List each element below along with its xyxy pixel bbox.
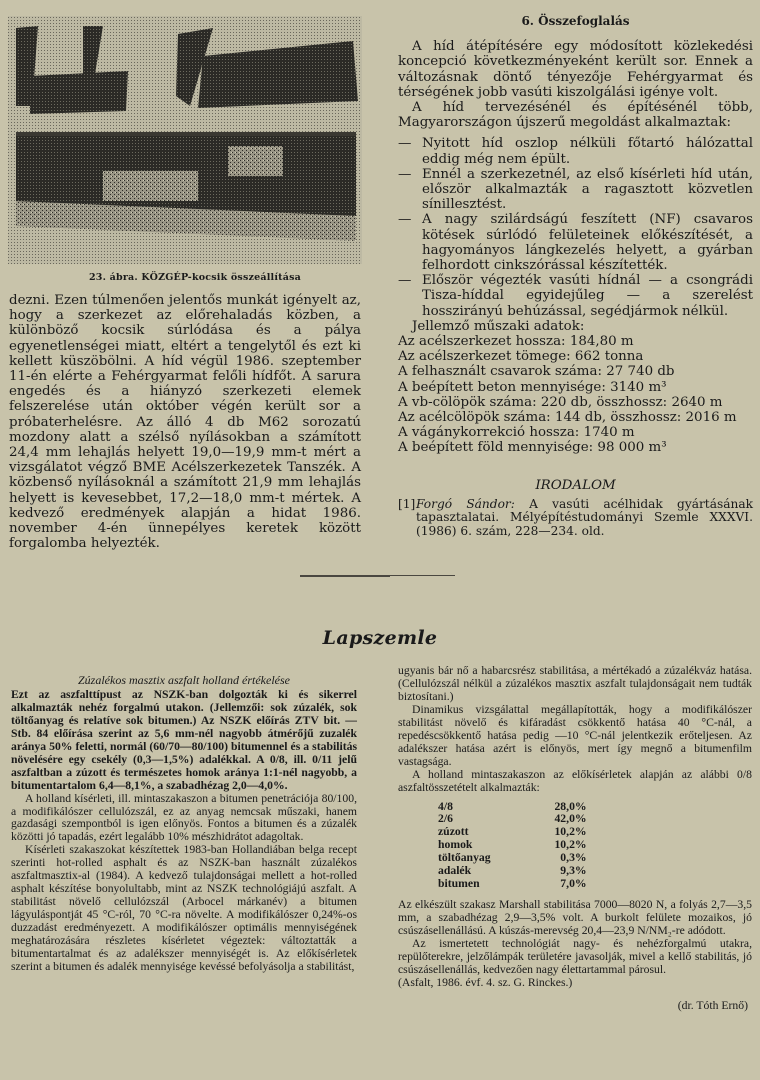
table-row: töltőanyag 0,3%	[438, 851, 587, 865]
data-line: Az acélszerkezet tömege: 662 tonna	[398, 349, 644, 365]
table-row: zúzott 10,2%	[438, 825, 587, 839]
references-title: IRODALOM	[535, 477, 616, 493]
paragraph: Kísérleti szakaszokat készítettek 1983-ban Hollandiában belga recept szerinti hot-rolled asphalt és az NSZK-ban használt zúzalékos aszfaltmasztix-al (1984). A kedvező tulajdonságai mellett a hot-rolled asphalt készítése bonyolultabb, mint az NSZK technológiájú aszfalt. A stabilitást növelő cellulózszál (Arbocel márkanév) a bitumen lágyuláspontját 45 °C-ról, 70 °C-ra növelte. A modifikálószer 0,24%-os duzzadást eredményezett. A modifikálószer optimális mennyiségének meghatározására részletes kísérletet végeztek: változtatták a bitumentartalmat és az adalékszer mennyiségét is. Az előkísérletek szerint a bitumen és adalék mennyisége kevéssé befolyásolja a stabilitást,	[11, 843, 357, 973]
bullet-item: — A nagy szilárdságú feszített (NF) csavaros kötések súrlódó felületeinek előkészítését, a hagyományos lángkezelés helyett, a gyárban felhordott cinkszórással készítették.	[398, 212, 753, 274]
paragraph: ugyanis bár nő a habarcsrész stabilitása, a mértékadó a zúzalékváz hatása. (Cellulózszál nélkül a zúzalékos masztix aszfalt tulajdonságait nem tudták biztosítani.)	[398, 664, 752, 703]
table-row: adalék 9,3%	[438, 864, 587, 878]
data-line: A beépített beton mennyisége: 3140 m³	[398, 379, 667, 395]
left-column-bottom	[11, 674, 357, 974]
dash-bullet-icon: —	[398, 166, 412, 182]
left-column-top	[9, 293, 361, 551]
data-line: Az acélszerkezet hossza: 184,80 m	[398, 334, 634, 350]
composition-table	[438, 801, 587, 891]
paragraph: Az ismertetett technológiát nagy- és nehézforgalmú utakra, repülőterekre, jelzőlámpák területére javasolják, mivel a kellő stabilitás, jó csúszásellenállás, kedvezően nagy élettartammal párosul.	[398, 936, 752, 976]
paragraph: A holland kísérleti, ill. mintaszakaszon a bitumen penetrációja 80/100, a modifikálószer cellulózszál, ez az anyag nemcsak műszaki, hanem gazdasági szempontból is igen előnyös. Fontos a bitumen és a zúzalék közötti jó tapadás, ezért legalább 10% mészhidrátot adagoltak.	[11, 791, 357, 844]
paragraph: A holland mintaszakaszon az előkísérletek alapján az alábbi 0/8 aszfaltösszetételt alkalmazták:	[398, 767, 752, 794]
figure-caption: 23. ábra. KÖZGÉP-kocsik összeállítása	[89, 272, 301, 283]
data-line: A vágánykorrekció hossza: 1740 m	[398, 425, 635, 441]
table-row: bitumen 7,0%	[438, 876, 587, 890]
paragraph: dezni. Ezen túlmenően jelentős munkát igényelt az, hogy a szerkezet az előrehaladás közben, a különböző kocsik súrlódása és a pálya egyenetlenségei miatt, eltért a tengelytől és ezt ki kellett küszöbölni. A híd végül 1986. szeptember 11-én elérte a Fehérgyarmat felőli hídfőt. A sarura engedés és a hiányzó szerkezeti elemek felszerelése után október végén került sor a próbaterhelésre. Az álló 4 db M62 sorozatú mozdony alatt a szélső nyílásokban a számított 24,4 mm lehajlás helyett 19,0—19,9 mm-t mért a vizsgálatot végző BME Acélszerkezetek Tanszék. A közbenső nyílásoknál a számított 21,9 mm lehajlás helyett is kevesebbet, 17,2—18,0 mm-t mértek. A kedvező eredmények alapján a hidat 1986. november 4-én ünnepélyes keretek között forgalomba helyezték.	[9, 293, 361, 552]
reference-author: Forgó Sándor:	[416, 496, 515, 511]
data-line: A beépített föld mennyisége: 98 000 m³	[398, 440, 667, 456]
bullet-item: — Ennél a szerkezetnél, az első kísérleti híd után, először alkalmazták a ragasztott közvetlen sínillesztést.	[398, 166, 753, 213]
reference-item: [1] Forgó Sándor: A vasúti acélhidak gyártásának tapasztalatai. Mélyépítéstudományi Szemle XXXVI. (1986) 6. szám, 228—234. old.	[398, 496, 753, 538]
figure-photo	[8, 16, 362, 264]
bullet-item: — Nyitott híd oszlop nélküli főtartó hálózattal eddig még nem épült.	[398, 136, 753, 167]
dash-bullet-icon: —	[398, 212, 412, 228]
paragraph: Dinamikus vizsgálattal megállapították, hogy a modifikálószer stabilitást növelő és kifáradást csökkentő hatása 40 °C-nál, a repedéscsökkentő hatása pedig —10 °C-nál jelentkezik erőteljesen. Az adalékszer hatása azért is előnyös, mert így megnő a bitumenfilm vastagsága.	[398, 702, 752, 768]
data-line: A felhasznált csavarok száma: 27 740 db	[398, 364, 675, 380]
article-title: Zúzalékos masztix aszfalt holland értékelése	[78, 673, 290, 687]
right-column-top	[398, 14, 753, 538]
table-row: 2/6 42,0%	[438, 812, 587, 826]
data-line: Az acélcölöpök száma: 144 db, összhossz: 2016 m	[398, 410, 737, 426]
divider-line	[300, 575, 390, 577]
paragraph: A híd átépítésére egy módosított közlekedési koncepció következményeként került sor. Ennek a változásnak döntő tényezője Fehérgyarmat és térségének jobb vasúti kiszolgálási igénye volt.	[398, 39, 753, 100]
paragraph: Az elkészült szakasz Marshall stabilitása 7000—8020 N, a folyás 2,7—3,5 mm, a szabadhézag 2,9—3,5% volt. A burkolt felülete mozaikos, jó csúszásellenállású. A kúszás-merevség 20,4—23,9 N/NM₂-re adódott.	[398, 897, 752, 937]
divider-line	[385, 575, 455, 576]
photo-rail-cars-image	[8, 16, 362, 264]
paragraph: Ezt az aszfalttípust az NSZK-ban dolgozták ki és sikerrel alkalmazták nehéz forgalmú utakon. (Jellemzői: sok zúzalék, sok töltőanyag és relatíve sok bitumen.) Az NSZK előírás ZTV bit. — Stb. 84 előírása szerint az 5,6 mm-nél nagyobb átmérőjű zuzalék aránya 50% feletti, normál (60/70—80/100) bitumennel és a stabilitás növelésére egy csekély (0,3—1,5%) adalékkal. A 0/8, ill. 0/11 jelű aszfaltban a zúzott és természetes homok aránya 1:1-nél nagyobb, a bitumentartalom 6,4—8,1%, a szabadhézag 2,0—4,0%.	[11, 687, 357, 792]
section-title: 6. Összefoglalás	[521, 14, 630, 28]
table-row: homok 10,2%	[438, 838, 587, 852]
bullet-item: — Először végezték vasúti hídnál — a csongrádi Tisza-híddal egyidejűleg — a szerelést hosszirányú behúzással, segédjármok nélkül.	[398, 273, 753, 319]
section-heading: Lapszemle	[322, 627, 438, 649]
source-citation: (Asfalt, 1986. évf. 4. sz. G. Rinckes.)	[398, 975, 573, 989]
data-intro: Jellemző műszaki adatok:	[412, 318, 585, 334]
dash-bullet-icon: —	[398, 136, 412, 152]
table-row: 4/8 28,0%	[438, 799, 587, 813]
dash-bullet-icon: —	[398, 273, 412, 289]
data-line: A vb-cölöpök száma: 220 db, összhossz: 2640 m	[398, 394, 723, 410]
paragraph: A híd tervezésénél és építésénél több, Magyarországon újszerű megoldást alkalmaztak:	[398, 100, 753, 131]
right-column-bottom	[398, 665, 752, 1013]
author-signature: (dr. Tóth Ernő)	[677, 998, 748, 1012]
